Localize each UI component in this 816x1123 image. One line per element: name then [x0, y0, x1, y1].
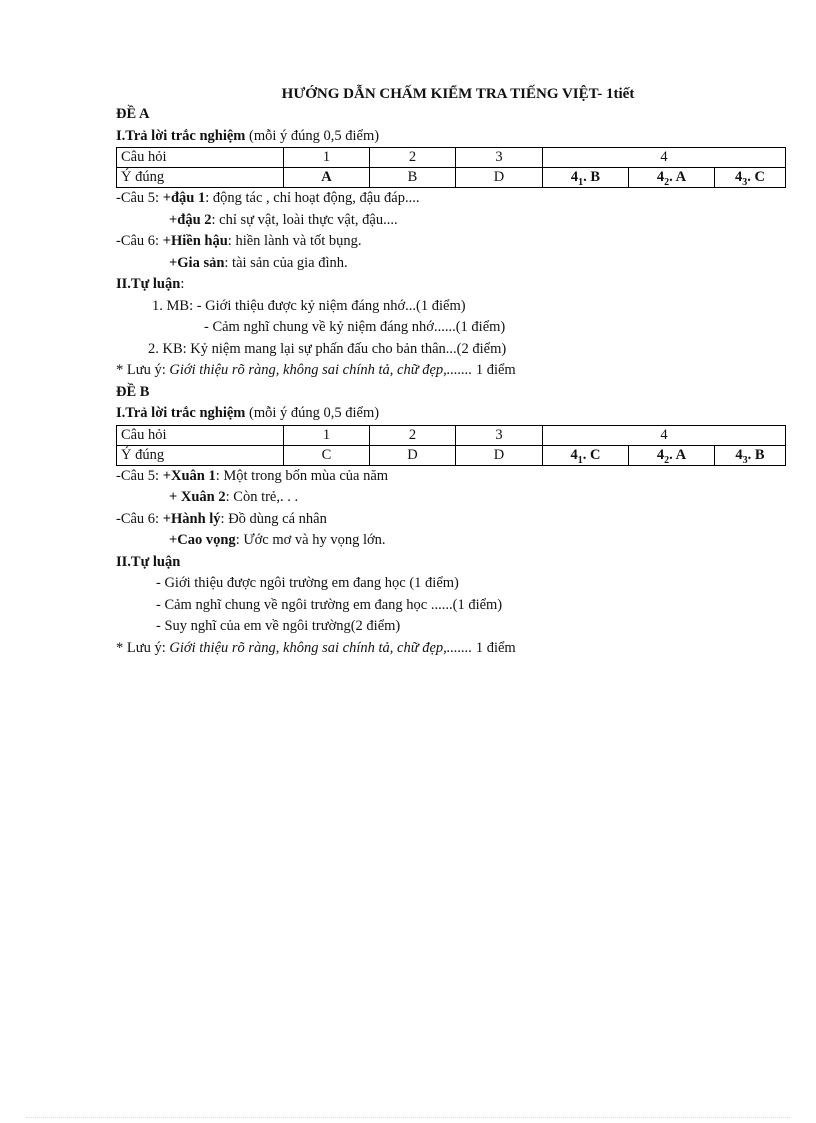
question-6-line-1: -Câu 6: +Hành lý: Đồ dùng cá nhân [116, 510, 327, 527]
answer-table-de-b [116, 425, 786, 466]
table-cell: D [456, 168, 543, 188]
table-cell: D [456, 445, 543, 465]
table-cell: $4_3$. C [715, 168, 786, 188]
table-cell: $4_3$. B [715, 445, 786, 465]
essay-item: - Suy nghĩ của em về ngôi trường(2 điểm) [156, 618, 401, 634]
table-cell: 4 [543, 148, 786, 168]
part1-note: (mỗi ý đúng 0,5 điểm) [249, 405, 380, 421]
table-cell: A [284, 168, 370, 188]
question-6-line-2: +Cao vọng: Ước mơ và hy vọng lớn. [169, 532, 386, 548]
part1-label: I.Trả lời trắc nghiệm [116, 127, 246, 144]
table-row [117, 148, 786, 168]
table-cell: C [284, 445, 370, 465]
question-5-line-1: -Câu 5: +Xuân 1: Một trong bốn mùa của năm [116, 467, 389, 484]
note-line-de-a: * Lưu ý: Giới thiệu rõ ràng, không sai chính tả, chữ đẹp,....... 1 điểm [116, 362, 516, 378]
table-cell: 3 [456, 425, 543, 445]
table-cell: B [370, 168, 456, 188]
table-cell: 2 [370, 425, 456, 445]
table-cell: Câu hỏi [117, 425, 284, 445]
table-cell: Ý đúng [117, 445, 284, 465]
table-cell: 2 [370, 148, 456, 168]
section-heading-de-a: ĐỀ A [116, 106, 150, 122]
part2-heading-de-a: II.Tự luận: [116, 276, 185, 292]
part1-label: I.Trả lời trắc nghiệm [116, 405, 246, 421]
table-row [117, 168, 786, 188]
table-cell: $4_1$. B [543, 168, 629, 188]
table-cell: D [370, 445, 456, 465]
table-cell: $4_2$. A [629, 168, 715, 188]
table-cell: 4 [543, 425, 786, 445]
table-cell: 3 [456, 148, 543, 168]
essay-item: 2. KB: Kỷ niệm mang lại sự phấn đấu cho bản thân...(2 điểm) [148, 340, 507, 357]
note-line-de-b: * Lưu ý: Giới thiệu rõ ràng, không sai chính tả, chữ đẹp,....... 1 điểm [116, 639, 516, 656]
table-cell: 1 [284, 425, 370, 445]
part1-heading-de-b [116, 403, 786, 425]
question-6-line-1: -Câu 6: +Hiền hậu: hiền lành và tốt bụng. [116, 233, 362, 249]
question-6-line-2: +Gia sản: tài sản của gia đình. [169, 254, 348, 271]
part1-heading-de-a [116, 126, 786, 148]
table-cell: $4_1$. C [543, 445, 629, 465]
question-5-line-2: + Xuân 2: Còn trẻ,. . . [169, 489, 299, 505]
essay-item: - Cảm nghĩ chung về ngôi trường em đang học ......(1 điểm) [156, 596, 503, 613]
part2-heading-de-b: II.Tự luận [116, 553, 181, 570]
section-heading-de-b: ĐỀ B [116, 383, 150, 400]
page-bottom-divider [26, 1117, 790, 1118]
table-cell: Ý đúng [117, 168, 284, 188]
answer-table-de-a [116, 147, 786, 188]
answer-key-page [116, 84, 786, 659]
question-5-line-2: +đậu 2: chỉ sự vật, loài thực vật, đậu.... [169, 211, 398, 228]
essay-item: 1. MB: - Giới thiệu được kỷ niệm đáng nhớ...(1 điểm) [152, 297, 466, 314]
essay-item: - Giới thiệu được ngôi trường em đang học (1 điểm) [156, 575, 459, 591]
table-cell: Câu hỏi [117, 148, 284, 168]
part1-note: (mỗi ý đúng 0,5 điểm) [249, 127, 380, 144]
document-title: HƯỚNG DẪN CHẤM KIỂM TRA TIẾNG VIỆT- 1tiết [281, 86, 635, 102]
question-5-line-1: -Câu 5: +đậu 1: động tác , chỉ hoạt động, đậu đáp.... [116, 190, 420, 206]
table-cell: 1 [284, 148, 370, 168]
table-cell: $4_2$. A [629, 445, 715, 465]
table-row [117, 445, 786, 465]
essay-item: - Cảm nghĩ chung về kỷ niệm đáng nhớ......(1 điểm) [204, 319, 506, 335]
table-row [117, 425, 786, 445]
